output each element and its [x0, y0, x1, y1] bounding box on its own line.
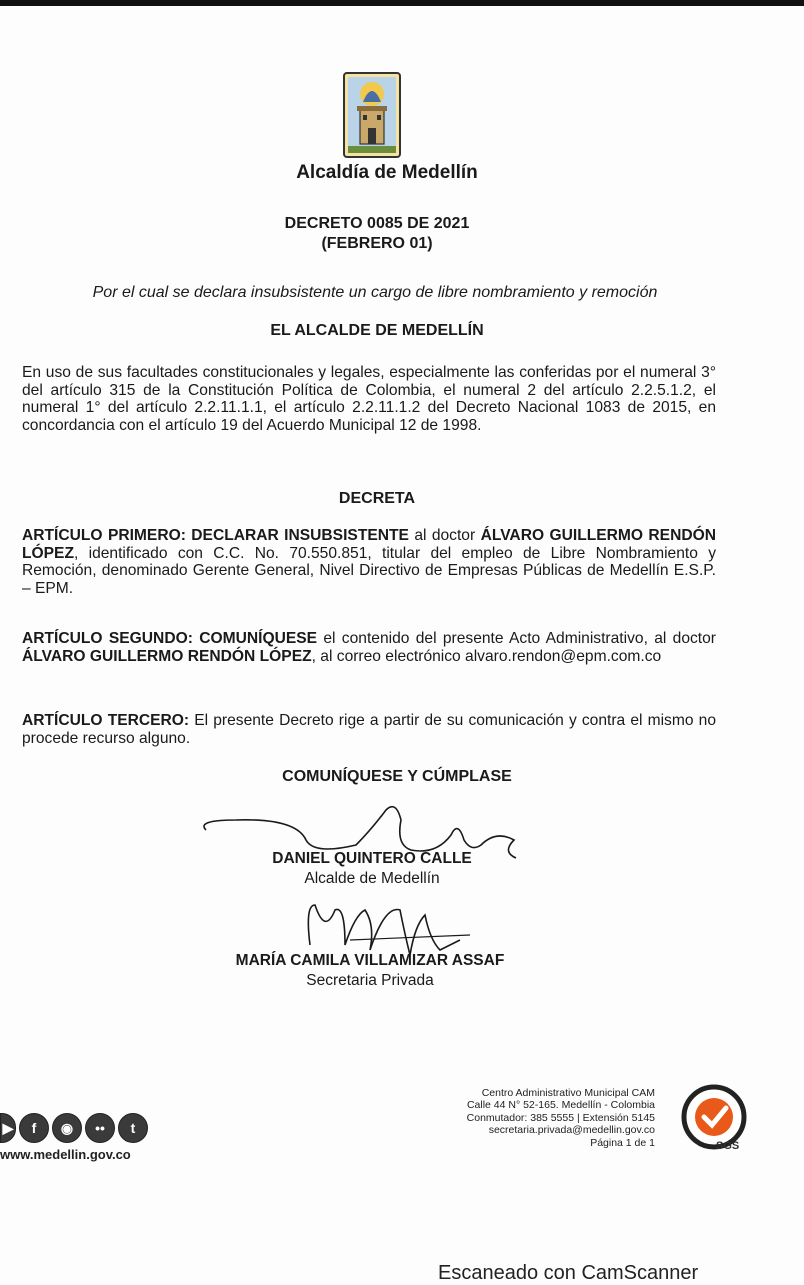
certification-label: SGS: [716, 1140, 740, 1152]
decree-title: [230, 214, 524, 254]
coat-of-arms-icon: [343, 72, 401, 158]
scanner-watermark: Escaneado con CamScanner: [438, 1262, 699, 1284]
social-icons: [0, 1113, 148, 1143]
article-first-lead: ARTÍCULO PRIMERO: DECLARAR INSUBSISTENTE: [22, 527, 409, 544]
organization-name: Alcaldía de Medellín: [296, 162, 478, 183]
instagram-icon[interactable]: ◉: [52, 1113, 82, 1143]
article-second-lead: ARTÍCULO SEGUNDO: COMUNÍQUESE: [22, 630, 318, 647]
preamble-paragraph: En uso de sus facultades constitucionales y legales, especialmente las conferidas por el numeral 3° del artículo 315 de la Constitución Política de Colombia, el numeral 2 del artículo 2.2.5.1.2, el numeral 1° del artículo 2.2.11.1.1, el artículo 2.2.11.1.2 del Decreto Nacional 1083 de 2015, en concordancia con el artículo 19 del Acuerdo Municipal 12 de 1998.: [22, 364, 716, 434]
authority-heading: EL ALCALDE DE MEDELLÍN: [270, 322, 484, 339]
article-second: ARTÍCULO SEGUNDO: COMUNÍQUESE el contenido del presente Acto Administrativo, al doctor ÁLVARO GUILLERMO RENDÓN LÓPEZ, al correo electrónico alvaro.rendon@epm.com.co: [22, 630, 716, 665]
sgs-certification-icon: [676, 1084, 752, 1156]
website-link[interactable]: www.medellin.gov.co: [0, 1147, 131, 1162]
decree-number: DECRETO 0085 DE 2021: [284, 215, 470, 232]
article-second-person: ÁLVARO GUILLERMO RENDÓN LÓPEZ: [22, 647, 312, 665]
signer-name: MARÍA CAMILA VILLAMIZAR ASSAF: [235, 952, 505, 969]
top-edge-bar: [0, 0, 804, 6]
decree-date: (FEBRERO 01): [321, 235, 433, 252]
signer-role: Secretaria Privada: [306, 972, 434, 989]
article-third: ARTÍCULO TERCERO: El presente Decreto rige a partir de su comunicación y contra el mismo no procede recurso alguno.: [22, 712, 716, 747]
article-third-lead: ARTÍCULO TERCERO:: [22, 712, 190, 729]
closing-formula: COMUNÍQUESE Y CÚMPLASE: [282, 768, 512, 785]
signer-role: Alcalde de Medellín: [304, 870, 440, 887]
decreta-heading: DECRETA: [338, 490, 416, 507]
decree-subject: Por el cual se declara insubsistente un cargo de libre nombramiento y remoción: [92, 284, 658, 301]
flickr-icon[interactable]: ••: [85, 1113, 115, 1143]
youtube-icon[interactable]: ▶: [0, 1113, 16, 1143]
article-first: ARTÍCULO PRIMERO: DECLARAR INSUBSISTENTE al doctor ÁLVARO GUILLERMO RENDÓN LÓPEZ, identificado con C.C. No. 70.550.851, titular del empleo de Libre Nombramiento y Remoción, denominado Gerente General, Nivel Directivo de Empresas Públicas de Medellín E.S.P. – EPM.: [22, 527, 716, 597]
article-first-person: ÁLVARO GUILLERMO RENDÓN LÓPEZ: [22, 527, 716, 562]
footer-address: Centro Administrativo Municipal CAM Calle 44 N° 52-165. Medellín - Colombia Conmutador: 385 5555 | Extensión 5145 secretaria.privada@medellin.gov.co Página 1 de 1: [466, 1087, 655, 1149]
tumblr-icon[interactable]: t: [118, 1113, 148, 1143]
facebook-icon[interactable]: f: [19, 1113, 49, 1143]
signer-name: DANIEL QUINTERO CALLE: [272, 850, 472, 867]
